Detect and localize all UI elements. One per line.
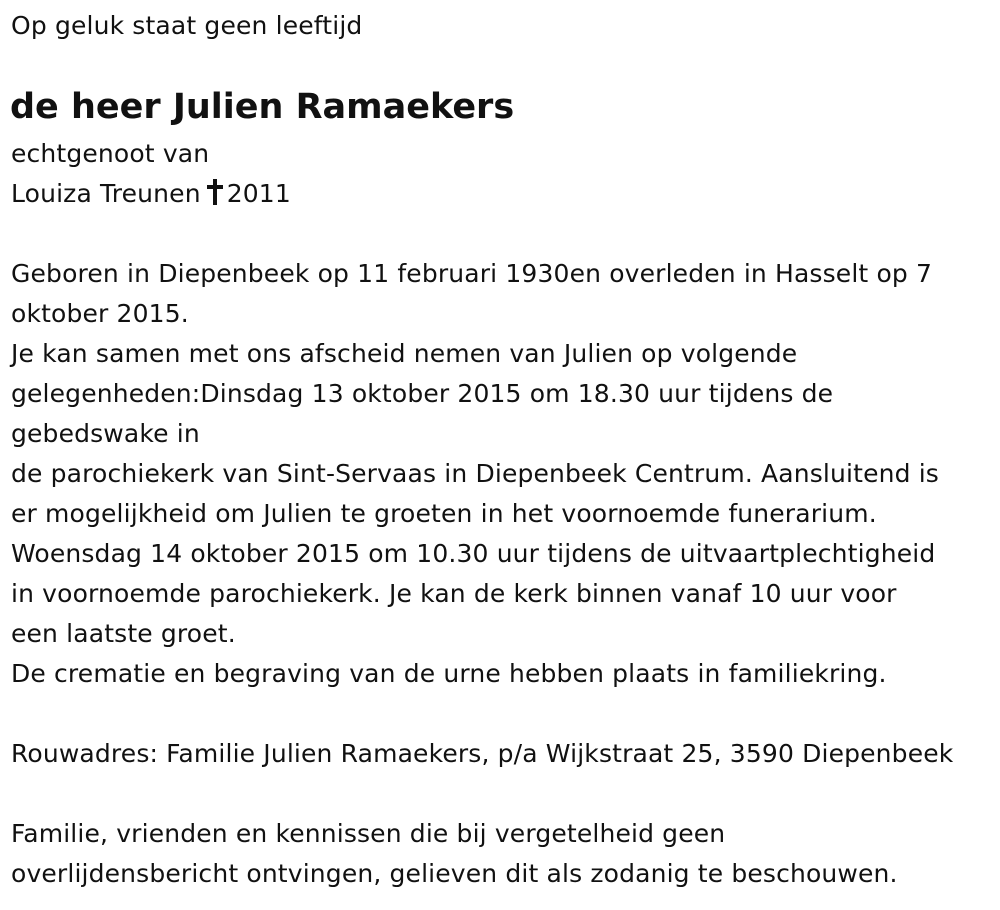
announcement-line: er mogelijkheid om Julien te groeten in het voornoemde funerarium. [11,499,877,528]
announcement-line: oktober 2015. [11,299,189,328]
announcement-line: De crematie en begraving van de urne hebben plaats in familiekring. [11,659,887,688]
announcement-line: gebedswake in [11,419,200,448]
announcement-line: Geboren in Diepenbeek op 11 februari 1930en overleden in Hasselt op 7 [11,259,933,288]
announcement-line: in voornoemde parochiekerk. Je kan de kerk binnen vanaf 10 uur voor [11,579,897,608]
announcement-line: een laatste groet. [11,619,236,648]
motto: Op geluk staat geen leeftijd [11,11,363,40]
closing-line: overlijdensbericht ontvingen, gelieven dit als zodanig te beschouwen. [11,859,898,888]
announcement-line: gelegenheden:Dinsdag 13 oktober 2015 om 18.30 uur tijdens de [11,379,834,408]
announcement-line: de parochiekerk van Sint-Servaas in Diepenbeek Centrum. Aansluitend is [11,459,939,488]
spouse-name: Louiza Treunen [11,179,201,208]
cross-icon [207,179,223,205]
closing-line: Familie, vrienden en kennissen die bij vergetelheid geen [11,819,726,848]
spouse-line [11,174,291,214]
mourning-address: Rouwadres: Familie Julien Ramaekers, p/a Wijkstraat 25, 3590 Diepenbeek [11,739,954,768]
spouse-death-year: 2011 [226,179,291,208]
announcement-line: Je kan samen met ons afscheid nemen van Julien op volgende [11,339,798,368]
announcement-line: Woensdag 14 oktober 2015 om 10.30 uur tijdens de uitvaartplechtigheid [11,539,936,568]
deceased-name: de heer Julien Ramaekers [10,87,515,127]
spouse-relation: echtgenoot van [11,139,210,168]
